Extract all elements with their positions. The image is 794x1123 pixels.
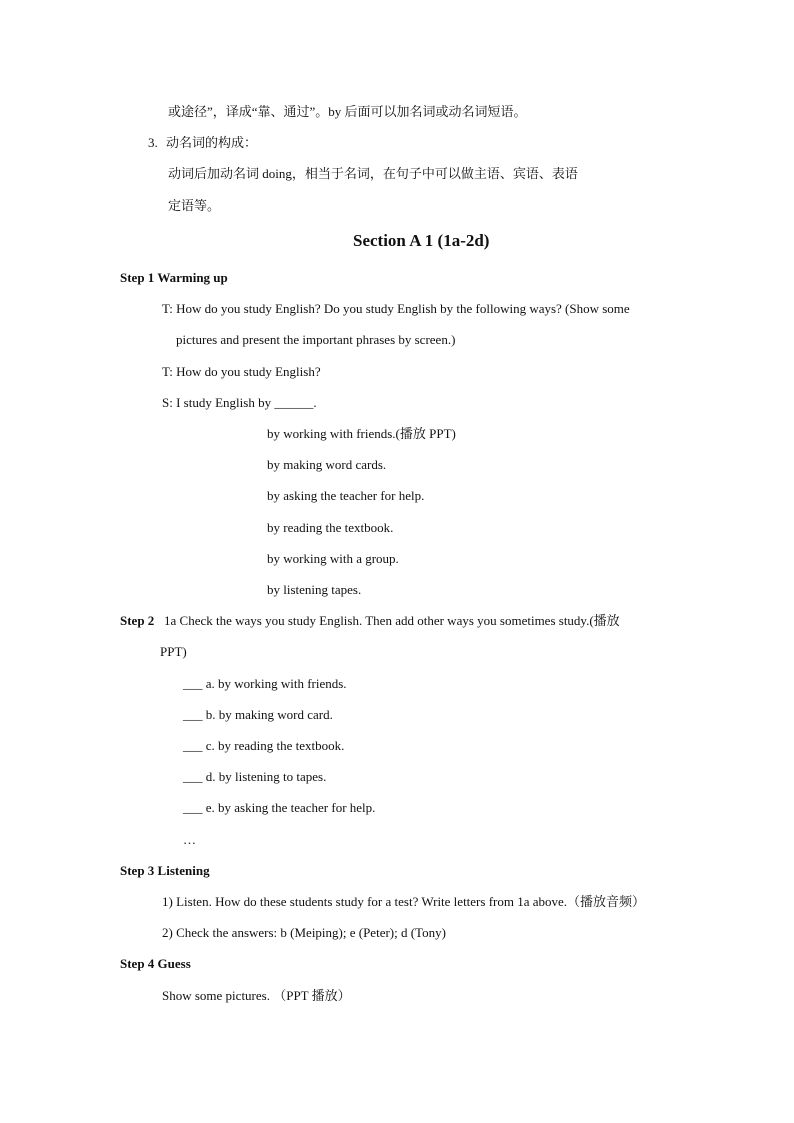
- step1-heading: Step 1 Warming up: [120, 270, 228, 285]
- item-3-number: 3.: [148, 135, 158, 150]
- step3-heading: Step 3 Listening: [120, 863, 210, 878]
- step4-heading: Step 4 Guess: [120, 956, 191, 971]
- step3-line-1: 1) Listen. How do these students study for a test? Write letters from 1a above.（播放音频）: [162, 894, 646, 909]
- intro-line-3: 动词后加动名词 doing，相当于名词，在句子中可以做主语、宾语、表语: [168, 166, 578, 181]
- option-item: ___ d. by listening to tapes.: [183, 769, 327, 784]
- option-item: ___ a. by working with friends.: [183, 676, 347, 691]
- phrase-item: by asking the teacher for help.: [267, 488, 425, 503]
- section-title: Section A 1 (1a-2d): [353, 231, 490, 250]
- intro-line-4: 定语等。: [168, 198, 221, 213]
- step1-teacher-line-2: T: How do you study English?: [162, 364, 321, 379]
- step2-heading: Step 2: [120, 613, 155, 628]
- option-item: ___ e. by asking the teacher for help.: [183, 800, 376, 815]
- option-ellipsis: …: [183, 832, 196, 847]
- phrase-item: by working with friends.(播放 PPT): [267, 426, 456, 441]
- phrase-item: by working with a group.: [267, 551, 399, 566]
- phrase-item: by making word cards.: [267, 457, 387, 472]
- option-item: ___ c. by reading the textbook.: [183, 738, 345, 753]
- step2-text-2: PPT): [160, 644, 187, 659]
- step4-line-1: Show some pictures. （PPT 播放）: [162, 988, 351, 1003]
- step3-line-2: 2) Check the answers: b (Meiping); e (Peter); d (Tony): [162, 925, 446, 940]
- step1-student-line: S: I study English by ______.: [162, 395, 317, 410]
- step1-teacher-line-1: T: How do you study English? Do you study English by the following ways? (Show some: [162, 301, 630, 316]
- intro-line-1: 或途径”，译成“靠、通过”。by 后面可以加名词或动名词短语。: [168, 104, 527, 119]
- step2-text: 1a Check the ways you study English. Then add other ways you sometimes study.(播放: [164, 613, 620, 628]
- phrase-item: by listening tapes.: [267, 582, 362, 597]
- option-item: ___ b. by making word card.: [183, 707, 333, 722]
- phrase-item: by reading the textbook.: [267, 520, 394, 535]
- step1-teacher-line-1b: pictures and present the important phrases by screen.): [176, 332, 456, 347]
- item-3-title: 动名词的构成：: [166, 135, 258, 150]
